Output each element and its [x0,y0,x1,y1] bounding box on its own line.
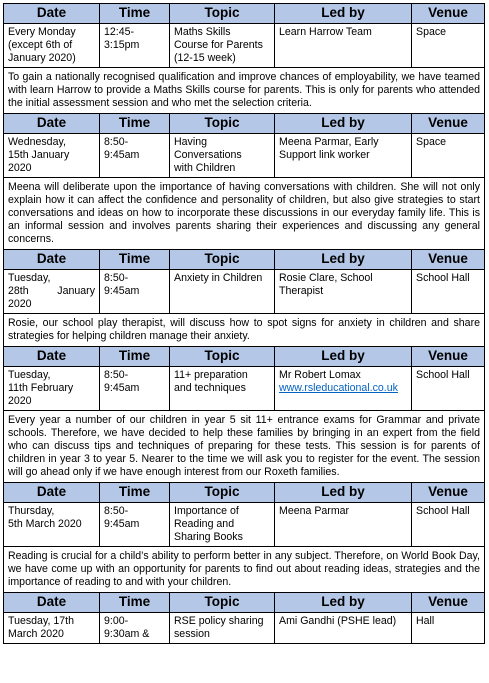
event-description: Every year a number of our children in year 5 sit 11+ entrance exams for Grammar and private schools. Therefore, we have decided to help these families by bringing in an expert from the field who can discuss tips and techniques of preparing for these tests. This session is for parents of children in year 3 to year 5. Nearer to the time we will ask you to register for the event. The session will go ahead only if we have enough interest from our Roxeth families. [4,411,485,483]
parent-workshops-table [3,3,485,644]
header-topic: Topic [170,593,275,613]
topic-cell [170,613,275,644]
text-line: 5th March 2020 [8,518,82,530]
text-line: (except 6th of [8,39,73,51]
header-venue: Venue [412,4,485,24]
venue-cell: Space [412,134,485,178]
header-row [4,483,485,503]
text-line: Every Monday [8,26,76,38]
text-line: 2020 [8,162,32,174]
text-line: Ami Gandhi (PSHE lead) [279,615,397,627]
led-by-cell [275,503,412,547]
header-date: Date [4,250,100,270]
header-led-by: Led by [275,347,412,367]
event-row [4,503,485,547]
header-topic: Topic [170,4,275,24]
header-venue: Venue [412,114,485,134]
event-row [4,24,485,68]
date-cell [4,134,100,178]
text-line: Sharing Books [174,531,243,543]
header-time: Time [100,593,170,613]
header-time: Time [100,347,170,367]
header-row [4,347,485,367]
text-line: Thursday, [8,505,55,517]
time-cell [100,367,170,411]
header-topic: Topic [170,114,275,134]
header-time: Time [100,483,170,503]
text-line: RSE policy sharing [174,615,264,627]
text-line: 8:50- [104,369,129,381]
header-topic: Topic [170,347,275,367]
event-description: Rosie, our school play therapist, will discuss how to spot signs for anxiety in children and share strategies for helping children manage their anxiety. [4,314,485,347]
header-venue: Venue [412,593,485,613]
text-line: Tuesday, [8,369,51,381]
time-cell [100,503,170,547]
led-by-cell [275,367,412,411]
led-by-cell [275,613,412,644]
text-line: 11th February [8,382,74,394]
topic-cell [170,270,275,314]
header-row [4,4,485,24]
header-led-by: Led by [275,593,412,613]
text-line: Therapist [279,285,324,297]
text-line: 9:30am & [104,628,150,640]
text-line: January 2020) [8,52,76,64]
text-line: Maths Skills [174,26,231,38]
text-line: 11+ preparation [174,369,248,381]
text-line: (12-15 week) [174,52,236,64]
text-line: 9:45am [104,382,140,394]
text-line: session [174,628,210,640]
description-row [4,547,485,593]
text-line: Rosie Clare, School [279,272,373,284]
time-cell [100,24,170,68]
topic-cell [170,134,275,178]
header-time: Time [100,250,170,270]
header-venue: Venue [412,483,485,503]
header-date: Date [4,114,100,134]
text-line: 9:45am [104,149,140,161]
text-line: Importance of [174,505,239,517]
text-line: Having [174,136,207,148]
text-line: Tuesday, [8,272,51,284]
header-date: Date [4,4,100,24]
header-row [4,593,485,613]
venue-cell: School Hall [412,270,485,314]
event-description: Reading is crucial for a child’s ability to perform better in any subject. Therefore, on World Book Day, we have come up with an opportunity for parents to find out about reading ideas, strategies and the importance of reading to and with your children. [4,547,485,593]
header-led-by: Led by [275,250,412,270]
text-line: 9:45am [104,518,140,530]
event-row [4,367,485,411]
header-date: Date [4,483,100,503]
text-line: Support link worker [279,149,370,161]
text-line: Meena Parmar, Early [279,136,379,148]
time-cell [100,613,170,644]
header-time: Time [100,114,170,134]
header-row [4,114,485,134]
led-by-cell [275,270,412,314]
text-line: 9:45am [104,285,140,297]
text-line: and techniques [174,382,246,394]
text-line: Learn Harrow Team [279,26,372,38]
led-by-cell [275,134,412,178]
header-venue: Venue [412,347,485,367]
text-line: 15th January [8,149,70,161]
text-line: 9:00- [104,615,129,627]
text-line: 8:50- [104,505,129,517]
event-description: Meena will deliberate upon the importance of having conversations with children. She will not only explain how it can affect the confidence and personality of children, but also give strategies to start conversations and ideas on how to incorporate these discussions in our everyday family life. This is an informal session and involves parents sharing their experiences and discussing any general concerns. [4,178,485,250]
text-line: Tuesday, 17th [8,615,74,627]
table-body [4,4,485,644]
venue-cell: Space [412,24,485,68]
text-line: Meena Parmar [279,505,350,517]
date-cell [4,24,100,68]
header-time: Time [100,4,170,24]
event-description: To gain a nationally recognised qualification and improve chances of employability, we have teamed with learn Harrow to provide a Maths Skills course for parents. This is only for parents who attended the initial assessment session and who met the selection criteria. [4,68,485,114]
time-cell [100,270,170,314]
text-line: with Children [174,162,236,174]
text-line: 3:15pm [104,39,140,51]
date-cell [4,613,100,644]
venue-cell: Hall [412,613,485,644]
date-cell [4,270,100,314]
header-venue: Venue [412,250,485,270]
header-led-by: Led by [275,114,412,134]
events-document [3,3,484,644]
header-date: Date [4,347,100,367]
text-line: March 2020 [8,628,64,640]
event-row [4,270,485,314]
text-line: 28th January 2020 [8,285,95,310]
description-row [4,178,485,250]
topic-cell [170,367,275,411]
text-line: 8:50- [104,272,129,284]
venue-cell: School Hall [412,503,485,547]
text-line: Mr Robert Lomax [279,369,361,381]
event-row [4,134,485,178]
website-link[interactable]: www.rsleducational.co.uk [279,382,398,394]
led-by-cell [275,24,412,68]
header-topic: Topic [170,483,275,503]
description-row [4,314,485,347]
description-row [4,411,485,483]
topic-cell [170,24,275,68]
description-row [4,68,485,114]
text-line: Anxiety in Children [174,272,263,284]
header-led-by: Led by [275,4,412,24]
text-line: Conversations [174,149,242,161]
date-cell [4,503,100,547]
text-line: Course for Parents [174,39,263,51]
text-line: 12:45- [104,26,135,38]
header-row [4,250,485,270]
event-row [4,613,485,644]
date-cell [4,367,100,411]
topic-cell [170,503,275,547]
venue-cell: School Hall [412,367,485,411]
time-cell [100,134,170,178]
text-line: 8:50- [104,136,129,148]
text-line: Reading and [174,518,235,530]
header-date: Date [4,593,100,613]
header-topic: Topic [170,250,275,270]
text-line: Wednesday, [8,136,66,148]
text-line: 2020 [8,395,32,407]
header-led-by: Led by [275,483,412,503]
